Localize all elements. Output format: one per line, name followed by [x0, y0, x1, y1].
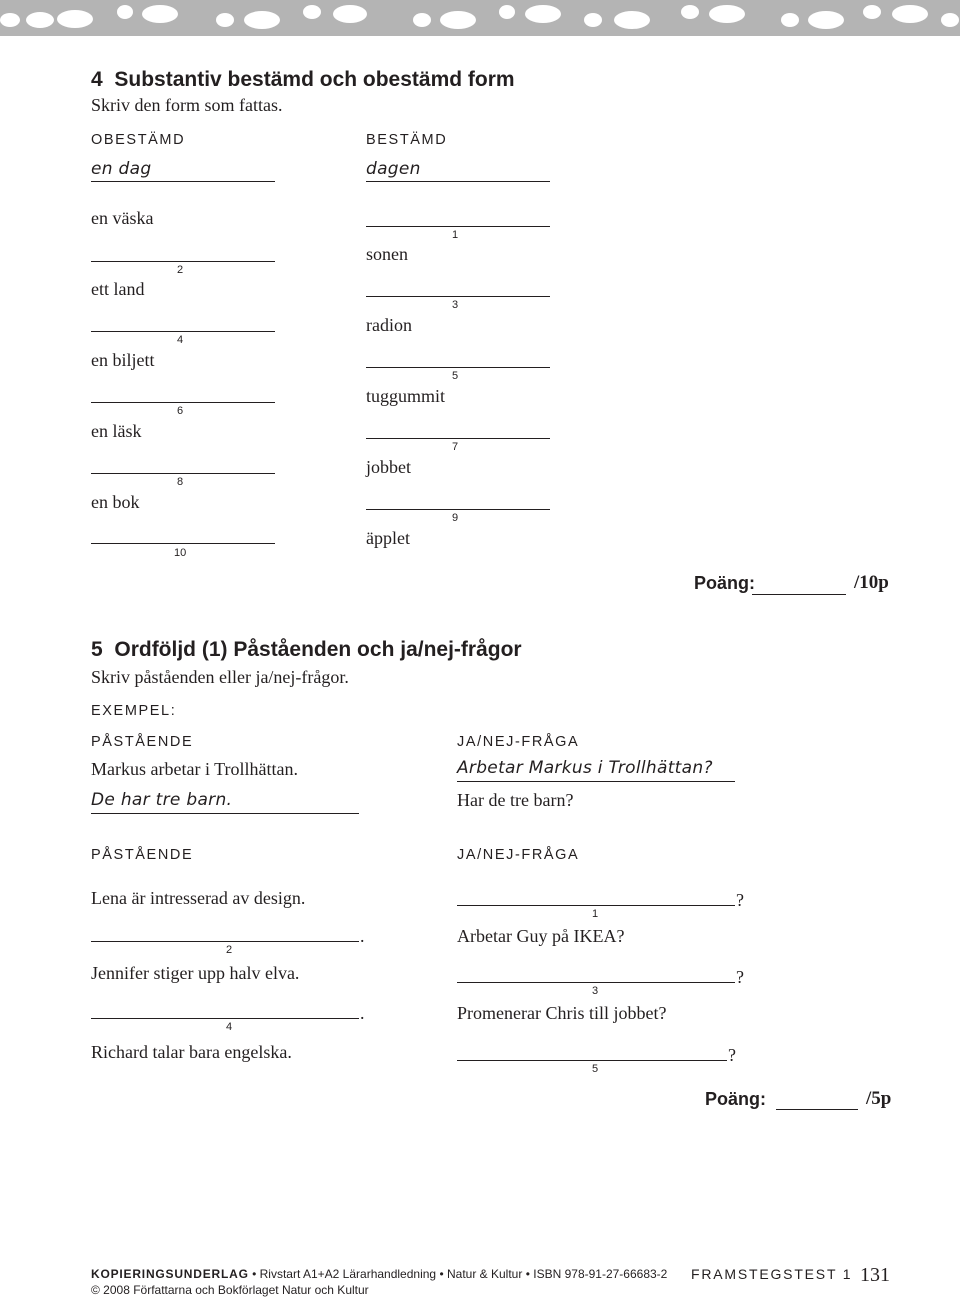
task5-col-question: JA/NEJ-FRÅGA	[457, 847, 580, 863]
task4-score-label: Poäng:	[694, 573, 755, 593]
task4-answer-number: 9	[452, 512, 459, 524]
task5-question: Arbetar Guy på IKEA?	[457, 926, 625, 946]
task4-answer-line	[366, 367, 550, 368]
task4-word: tuggummit	[366, 386, 446, 406]
task5-answer-number: 2	[226, 944, 233, 956]
task4-word: en läsk	[91, 421, 142, 441]
task4-answer-number: 2	[177, 264, 184, 276]
task4-word: jobbet	[366, 457, 411, 477]
task4-example-line-right	[366, 181, 550, 182]
task4-answer-line	[91, 473, 275, 474]
task4-heading	[91, 68, 515, 92]
task5-example-label: EXEMPEL:	[91, 703, 177, 719]
task5-instruction: Skriv påståenden eller ja/nej-frågor.	[91, 667, 349, 687]
footer-bullet: •	[525, 1267, 530, 1281]
task5-question-mark: ?	[728, 1045, 736, 1065]
task5-example-question-answer: Arbetar Markus i Trollhättan?	[457, 758, 713, 778]
task5-heading	[91, 638, 522, 662]
task5-answer-line	[91, 941, 359, 942]
footer-bullet: •	[252, 1267, 257, 1281]
task4-word: en väska	[91, 208, 154, 228]
task5-answer-number: 1	[592, 908, 599, 920]
task4-title: Substantiv bestämd och obestämd form	[114, 68, 515, 91]
footer-bullet: •	[439, 1267, 444, 1281]
task5-answer-line	[457, 905, 735, 906]
footer-copyright: © 2008 Författarna och Bokförlaget Natur och Kultur	[91, 1283, 369, 1297]
task4-word: radion	[366, 315, 412, 335]
task5-answer-line	[91, 1018, 359, 1019]
task4-word: äpplet	[366, 528, 410, 548]
task4-answer-number: 3	[452, 299, 459, 311]
footer-source	[91, 1267, 667, 1281]
task4-answer-number: 7	[452, 441, 459, 453]
task5-answer-number: 5	[592, 1063, 599, 1075]
task4-score-line	[752, 594, 846, 595]
task5-example-col-question: JA/NEJ-FRÅGA	[457, 734, 580, 750]
task4-answer-line	[91, 261, 275, 262]
task4-answer-number: 5	[452, 370, 459, 382]
task5-example-statement-answer: De har tre barn.	[91, 790, 233, 810]
decorative-top-band	[0, 0, 960, 36]
task4-word: en bok	[91, 492, 140, 512]
task5-score-line	[776, 1109, 858, 1110]
task5-period: .	[360, 1003, 365, 1023]
task5-number: 5	[91, 638, 103, 661]
task4-answer-line	[91, 543, 275, 544]
page-number: 131	[860, 1264, 890, 1286]
task4-score-max: /10p	[854, 572, 889, 593]
task4-example-indefinite: en dag	[91, 159, 152, 179]
footer-isbn: ISBN 978-91-27-66683-2	[533, 1267, 668, 1281]
task5-period: .	[360, 926, 365, 946]
task4-answer-line	[91, 402, 275, 403]
task5-example-line-left	[91, 813, 359, 814]
task4-word: sonen	[366, 244, 408, 264]
task5-question-mark: ?	[736, 890, 744, 910]
task4-number: 4	[91, 68, 103, 91]
task4-answer-number: 4	[177, 334, 184, 346]
task5-score-max: /5p	[866, 1088, 892, 1109]
footer-label: KOPIERINGSUNDERLAG	[91, 1267, 249, 1281]
task5-question-mark: ?	[736, 967, 744, 987]
task5-example-col-statement: PÅSTÅENDE	[91, 734, 194, 750]
task4-answer-line	[366, 296, 550, 297]
task5-statement: Richard talar bara engelska.	[91, 1042, 292, 1062]
task5-title: Ordföljd (1) Påståenden och ja/nej-frågor	[114, 638, 522, 661]
task4-col-indefinite: OBESTÄMD	[91, 132, 186, 148]
task4-example-line-left	[91, 181, 275, 182]
task5-statement: Lena är intresserad av design.	[91, 888, 306, 908]
task5-answer-line	[457, 982, 735, 983]
task5-col-statement: PÅSTÅENDE	[91, 847, 194, 863]
task4-example-definite: dagen	[366, 159, 421, 179]
footer-test-name: FRAMSTEGSTEST 1	[691, 1266, 853, 1282]
task4-answer-line	[366, 509, 550, 510]
task4-answer-line	[366, 438, 550, 439]
task4-answer-number: 10	[174, 547, 187, 559]
task5-score-label: Poäng:	[705, 1089, 766, 1109]
task5-statement: Jennifer stiger upp halv elva.	[91, 963, 300, 983]
task4-answer-number: 8	[177, 476, 184, 488]
task4-answer-number: 6	[177, 405, 184, 417]
task5-answer-number: 3	[592, 985, 599, 997]
footer-publisher: Natur & Kultur	[446, 1267, 523, 1281]
task5-example-statement: Markus arbetar i Trollhättan.	[91, 759, 298, 779]
task4-answer-number: 1	[452, 229, 459, 241]
task4-answer-line	[91, 331, 275, 332]
task5-example-question: Har de tre barn?	[457, 790, 574, 810]
footer-book: Rivstart A1+A2 Lärarhandledning	[259, 1267, 437, 1281]
task5-example-line-right	[457, 781, 735, 782]
task5-question: Promenerar Chris till jobbet?	[457, 1003, 667, 1023]
task4-instruction: Skriv den form som fattas.	[91, 95, 283, 115]
task5-answer-line	[457, 1060, 727, 1061]
task4-word: ett land	[91, 279, 145, 299]
task4-col-definite: BESTÄMD	[366, 132, 448, 148]
task4-word: en biljett	[91, 350, 155, 370]
task5-answer-number: 4	[226, 1021, 233, 1033]
task4-answer-line	[366, 226, 550, 227]
